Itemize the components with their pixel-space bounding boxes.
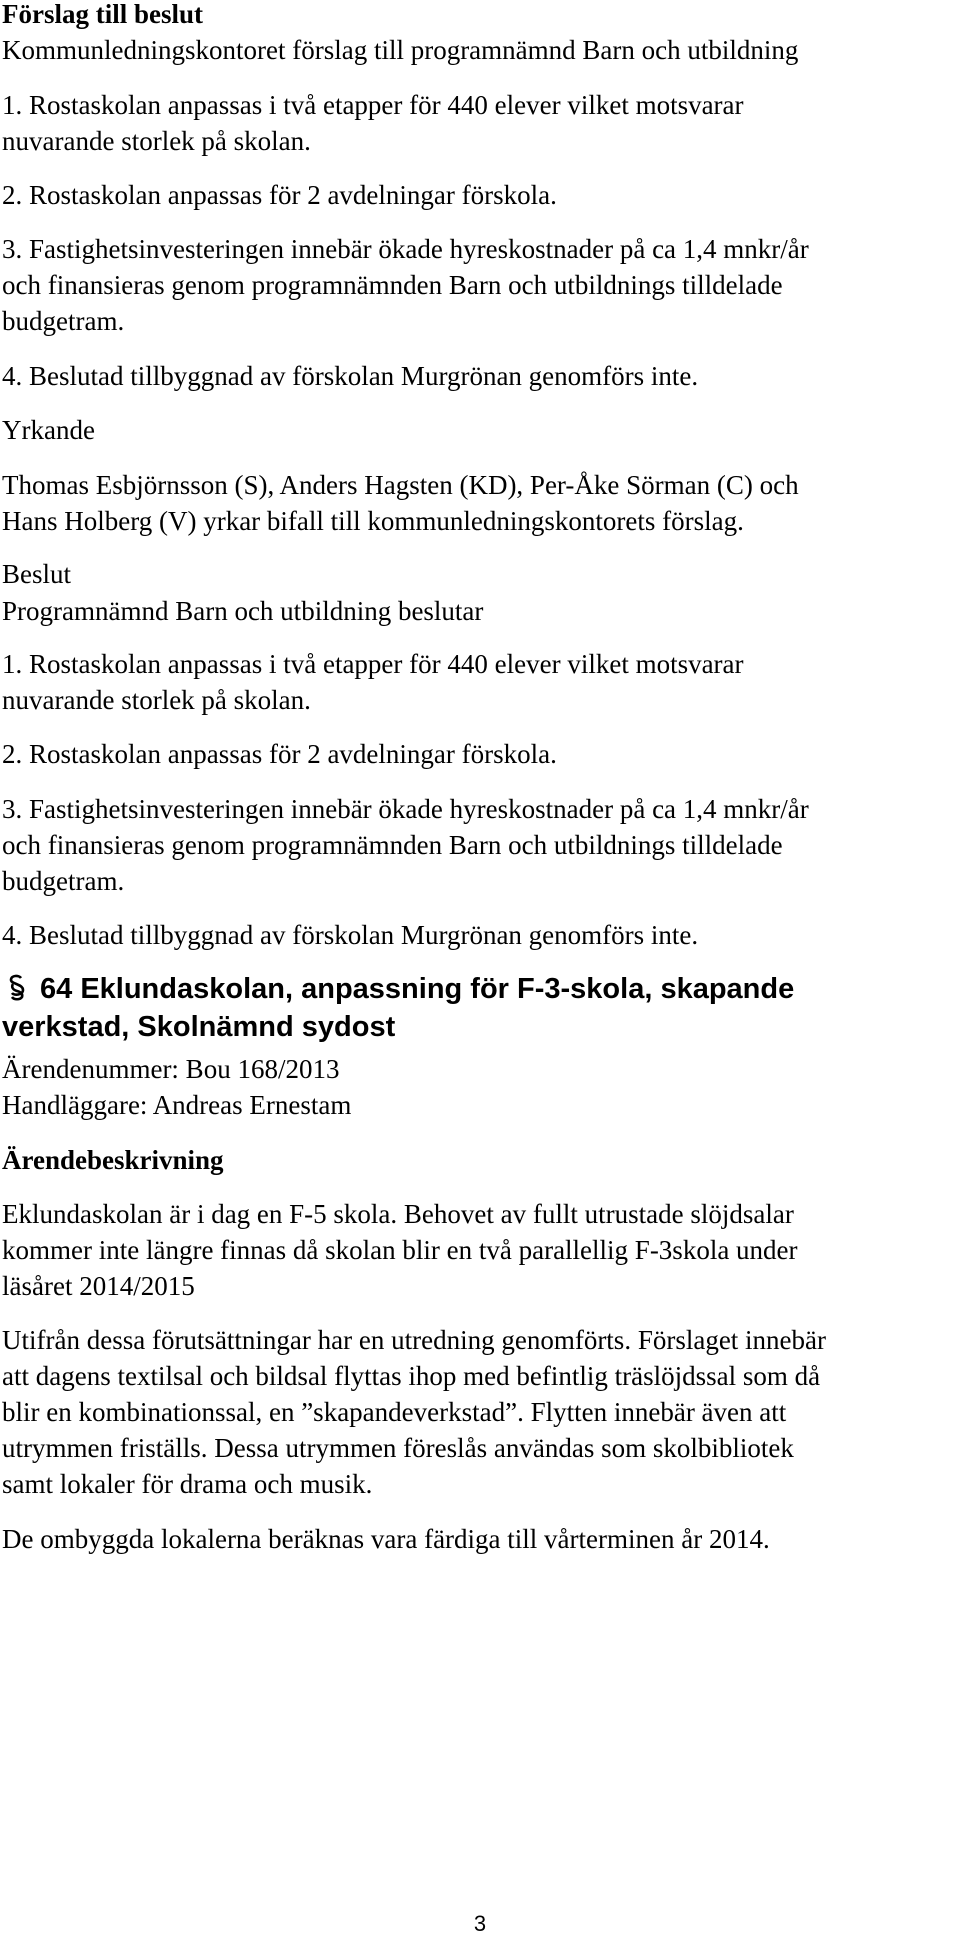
section-title-text: 64 Eklundaskolan, anpassning för F-3-skola, skapande [40, 973, 795, 1005]
beslut-item-2 [2, 736, 952, 772]
text-line: utrymmen friställs. Dessa utrymmen föreslås användas som skolbibliotek [2, 1433, 794, 1463]
text-line: nuvarande storlek på skolan. [2, 685, 311, 715]
section-64-title [2, 970, 952, 1046]
text-line: 3. Fastighetsinvesteringen innebär ökade hyreskostnader på ca 1,4 mnkr/år [2, 234, 809, 264]
forslag-heading: Förslag till beslut [2, 0, 203, 29]
text-line: och finansieras genom programnämnden Barn och utbildnings tilldelade [2, 270, 783, 300]
text-line: budgetram. [2, 306, 125, 336]
beslut-item-1 [2, 646, 952, 718]
text-line: Hans Holberg (V) yrkar bifall till kommunledningskontorets förslag. [2, 506, 744, 536]
arendebeskrivning-heading: Ärendebeskrivning [2, 1145, 224, 1175]
text-line: Utifrån dessa förutsättningar har en utredning genomförts. Förslaget innebär [2, 1325, 827, 1355]
section-title-line: verkstad, Skolnämnd sydost [2, 1011, 396, 1043]
forslag-item-1 [2, 87, 952, 159]
text-line: nuvarande storlek på skolan. [2, 126, 311, 156]
text-line: 1. Rostaskolan anpassas i två etapper för 440 elever vilket motsvarar [2, 649, 744, 679]
beskrivning-paragraph-1 [2, 1196, 952, 1304]
text-line: läsåret 2014/2015 [2, 1271, 195, 1301]
section-sign-icon [2, 972, 32, 1002]
forslag-item-2 [2, 177, 952, 213]
beskrivning-paragraph-2 [2, 1322, 952, 1502]
text-line: kommer inte längre finnas då skolan blir en två parallellig F-3skola under [2, 1235, 798, 1265]
beslut-heading: Beslut [2, 559, 72, 589]
text-line: och finansieras genom programnämnden Barn och utbildnings tilldelade [2, 830, 783, 860]
beslut-item-4 [2, 917, 952, 953]
yrkande-heading: Yrkande [2, 415, 95, 445]
forslag-item-3 [2, 231, 952, 339]
text-line: 2. Rostaskolan anpassas för 2 avdelningar förskola. [2, 739, 557, 769]
beskrivning-paragraph-3 [2, 1521, 952, 1557]
text-line: 4. Beslutad tillbyggnad av förskolan Murgrönan genomförs inte. [2, 361, 699, 391]
beslut-intro: Programnämnd Barn och utbildning beslutar [2, 596, 484, 626]
arendenummer: Ärendenummer: Bou 168/2013 [2, 1054, 340, 1084]
text-line: 1. Rostaskolan anpassas i två etapper för 440 elever vilket motsvarar [2, 90, 744, 120]
text-line: De ombyggda lokalerna beräknas vara färdiga till vårterminen år 2014. [2, 1524, 770, 1554]
text-line: att dagens textilsal och bildsal flyttas ihop med befintlig träslöjdssal som då [2, 1361, 821, 1391]
section-title-line [2, 970, 952, 1008]
text-line: 2. Rostaskolan anpassas för 2 avdelningar förskola. [2, 180, 557, 210]
text-line: blir en kombinationssal, en ”skapandeverkstad”. Flytten innebär även att [2, 1397, 787, 1427]
forslag-intro: Kommunledningskontoret förslag till programnämnd Barn och utbildning [2, 35, 799, 65]
page-number: 3 [473, 1911, 487, 1936]
handlaggare: Handläggare: Andreas Ernestam [2, 1090, 352, 1120]
text-line: 3. Fastighetsinvesteringen innebär ökade hyreskostnader på ca 1,4 mnkr/år [2, 794, 809, 824]
text-line: samt lokaler för drama och musik. [2, 1469, 373, 1499]
yrkande-text [2, 467, 952, 539]
beslut-item-3 [2, 791, 952, 899]
forslag-item-4 [2, 358, 952, 394]
text-line: budgetram. [2, 866, 125, 896]
text-line: Eklundaskolan är i dag en F-5 skola. Behovet av fullt utrustade slöjdsalar [2, 1199, 794, 1229]
text-line: 4. Beslutad tillbyggnad av förskolan Murgrönan genomförs inte. [2, 920, 699, 950]
text-line: Thomas Esbjörnsson (S), Anders Hagsten (KD), Per-Åke Sörman (C) och [2, 470, 799, 500]
